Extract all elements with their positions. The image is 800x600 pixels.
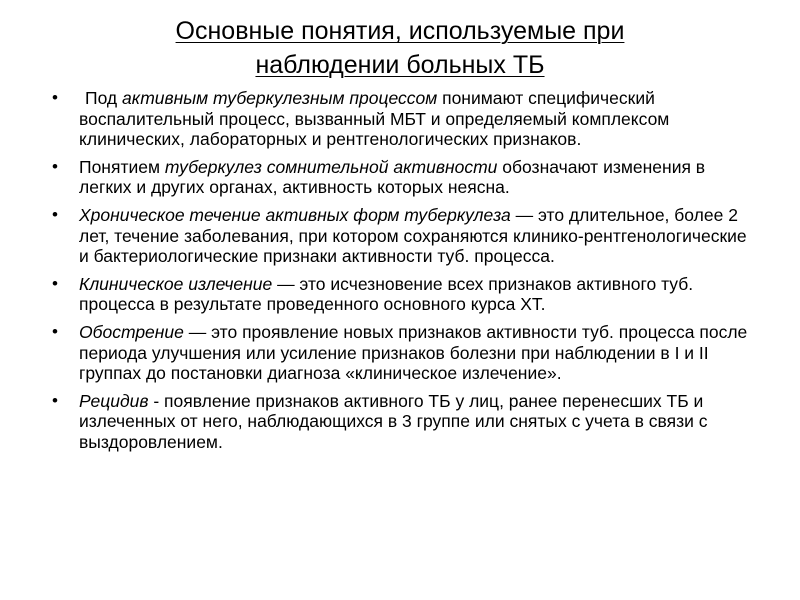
- bullet-term: Обострение: [79, 321, 184, 342]
- bullet-text-post: обозначают изменения в легких и других органах, активность которых неясна.: [79, 156, 706, 198]
- bullet-term: Рецидив: [79, 390, 149, 411]
- bullet-item-clinical-cure: [52, 274, 752, 315]
- bullet-text-post: - появление признаков активного ТБ у лиц, ранее перенесших ТБ и излеченных от него, наблюдающихся в 3 группе или снятых с учета в связи с выздоровлением.: [79, 390, 708, 452]
- bullet-text-post: понимают специфический воспалительный процесс, вызванный МБТ и определяемый комплексом клинических, лабораторных и рентгенологических признаков.: [79, 88, 670, 150]
- slide-title-line-2: наблюдении больных ТБ: [255, 51, 545, 79]
- bullet-term: Клиническое излечение: [79, 273, 273, 294]
- bullet-icon: •: [52, 204, 58, 224]
- bullet-item-chronic-course: [52, 205, 752, 267]
- bullet-icon: •: [52, 321, 58, 341]
- bullet-icon: •: [52, 273, 58, 293]
- bullet-list: [52, 88, 752, 460]
- slide-title-line-1: Основные понятия, используемые при: [175, 17, 625, 45]
- bullet-item-relapse: [52, 391, 752, 453]
- bullet-item-active-process: [52, 88, 752, 150]
- bullet-icon: •: [52, 156, 58, 176]
- slide-title: [60, 14, 740, 82]
- bullet-text-post: — это исчезновение всех признаков активного туб. процесса в результате проведенного основного курса ХТ.: [79, 273, 694, 315]
- bullet-term: Хроническое течение активных форм туберкулеза: [79, 204, 511, 225]
- bullet-icon: •: [52, 88, 58, 107]
- bullet-text-post: — это длительное, более 2 лет, течение заболевания, при котором сохраняются клинико-рентгенологические и бактериологические признаки активности туб. процесса.: [79, 204, 747, 267]
- bullet-term: туберкулез сомнительной активности: [164, 156, 498, 177]
- bullet-text-pre: Понятием: [79, 156, 165, 177]
- bullet-icon: •: [52, 390, 58, 410]
- bullet-term: активным туберкулезным процессом: [122, 88, 438, 108]
- bullet-text-post: — это проявление новых признаков активности туб. процесса после периода улучшения или усиление признаков болезни при наблюдении в I и II группах до постановки диагноза «клиническое излечение».: [79, 321, 748, 384]
- bullet-item-doubtful-activity: [52, 157, 752, 198]
- bullet-item-exacerbation: [52, 322, 752, 384]
- bullet-text-pre: Под: [85, 88, 122, 108]
